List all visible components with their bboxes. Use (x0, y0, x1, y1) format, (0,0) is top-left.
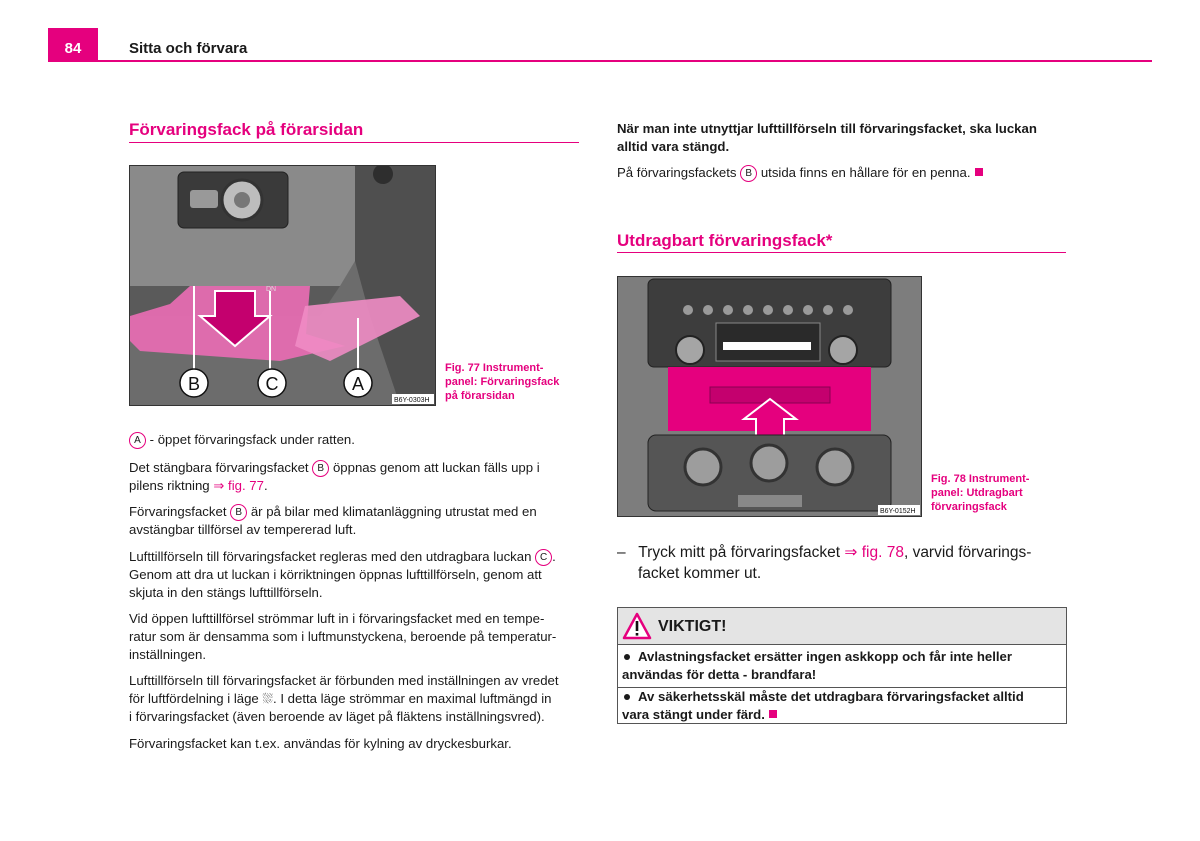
figure-77-code: B6Y-0303H (394, 397, 430, 404)
marker-b: B (230, 504, 247, 521)
section-title-pullout-compartment: Utdragbart förvaringsfack* (617, 231, 833, 250)
figure-77-label-b: B (187, 374, 201, 394)
caption-line: förvaringsfack (931, 501, 1007, 513)
paragraph-open-compartment (129, 431, 355, 449)
instruction-step (617, 542, 1031, 584)
paragraph-text: avstängbar tillförsel av tempererad luft. (129, 522, 357, 537)
paragraph-text: skjuta in den stängs lufttillförseln. (129, 585, 323, 600)
bullet-icon (624, 654, 630, 660)
intro-bold-note (617, 120, 1037, 156)
page-header-title: Sitta och förvara (129, 40, 248, 57)
section-rule (129, 142, 579, 143)
marker-a: A (129, 432, 146, 449)
caption-line: panel: Förvaringsfack (445, 376, 560, 388)
instruction-dash: – (617, 544, 626, 561)
center-console-illustration (618, 277, 921, 516)
figure-77-reference-link[interactable]: ⇒ fig. 77 (213, 478, 264, 493)
paragraph-text: Förvaringsfacket kan t.ex. användas för kylning av dryckesburkar. (129, 736, 512, 751)
paragraph-closable-compartment (129, 459, 540, 495)
paragraph-text: i förvaringsfacket (även beroende av läget på fläktens inställningsvred). (129, 709, 545, 724)
paragraph-text: - öppet förvaringsfack under ratten. (149, 432, 355, 447)
paragraph-text: ratur som är densamma som i luftmunstyckena, beroende på temperatur- (129, 629, 557, 644)
warning-text: Av säkerhetsskäl måste det utdragbara förvaringsfacket alltid (638, 689, 1024, 704)
paragraph-text: utsida finns en hållare för en penna. (760, 165, 971, 180)
page-number: 84 (64, 40, 82, 57)
warning-header (618, 608, 1066, 645)
paragraph-text: är på bilar med klimatanläggning utrustat med en (250, 504, 537, 519)
paragraph-cooling-cans (129, 735, 512, 753)
bullet-icon (624, 694, 630, 700)
paragraph-text: Vid öppen lufttillförsel strömmar luft in i förvaringsfacket med en tempe- (129, 611, 545, 626)
figure-78-caption (931, 472, 1029, 514)
paragraph-text: Det stängbara förvaringsfacket (129, 460, 309, 475)
paragraph-climate-supply (129, 503, 537, 539)
marker-b: B (312, 460, 329, 477)
paragraph-text: pilens riktning (129, 478, 210, 493)
figure-77-dial-label: DN (266, 286, 277, 293)
paragraph-air-supply-flap (129, 548, 556, 602)
paragraph-text: öppnas genom att luckan fälls upp i (332, 460, 540, 475)
caption-line: på förarsidan (445, 390, 515, 402)
warning-text: vara stängt under färd. (622, 707, 765, 722)
paragraph-text: . (263, 478, 268, 493)
paragraph-text: . (552, 549, 556, 564)
instruction-text: facket kommer ut. (638, 565, 762, 582)
section-rule (617, 252, 1066, 253)
caption-line: panel: Utdragbart (931, 487, 1023, 499)
figure-77-image (129, 165, 436, 406)
paragraph-text: Lufttillförseln till förvaringsfacket regleras med den utdragbara luckan (129, 549, 532, 564)
figure-78-code: B6Y-0152H (880, 508, 916, 515)
instruction-text: Tryck mitt på förvaringsfacket (638, 544, 841, 561)
figure-77-label-a: A (351, 374, 365, 394)
end-of-section-mark (975, 168, 983, 176)
marker-c: C (535, 549, 552, 566)
figure-78-image (617, 276, 922, 517)
paragraph-text: inställningen. (129, 647, 206, 662)
paragraph-text: alltid vara stängd. (617, 139, 730, 154)
dashboard-illustration (130, 166, 435, 405)
warning-triangle-icon (622, 612, 652, 640)
paragraph-text: Förvaringsfacket (129, 504, 227, 519)
warning-title: VIKTIGT! (658, 618, 727, 635)
warning-text: Avlastningsfacket ersätter ingen askkopp och får inte heller (638, 649, 1013, 664)
air-distribution-icon: ⛆ (262, 691, 273, 706)
paragraph-text: Genom att dra ut luckan i körriktningen öppnas lufttillförseln, genom att (129, 567, 542, 582)
warning-item-closed-while-driving (622, 688, 1024, 724)
warning-item-ashtray (622, 648, 1012, 684)
paragraph-text: för luftfördelning i läge (129, 691, 259, 706)
paragraph-text: När man inte utnyttjar lufttillförseln till förvaringsfacket, ska luckan (617, 121, 1037, 136)
paragraph-text: På förvaringsfackets (617, 165, 737, 180)
figure-78-reference-link[interactable]: ⇒ fig. 78 (844, 544, 904, 561)
header-rule (48, 60, 1152, 62)
section-title-driver-compartment: Förvaringsfack på förarsidan (129, 120, 364, 139)
paragraph-pen-holder (617, 164, 983, 182)
warning-box (617, 607, 1067, 724)
caption-line: Fig. 78 Instrument- (931, 473, 1030, 485)
paragraph-air-distribution (129, 672, 559, 726)
marker-b: B (740, 165, 757, 182)
end-of-section-mark (769, 710, 777, 718)
instruction-text: , varvid förvarings- (903, 544, 1032, 561)
warning-text: användas för detta - brandfara! (622, 667, 817, 682)
paragraph-text: Lufttillförseln till förvaringsfacket är förbunden med inställningen av vredet (129, 673, 559, 688)
figure-77-caption (445, 361, 559, 403)
paragraph-open-air-supply (129, 610, 556, 664)
paragraph-text: . I detta läge strömmar en maximal luftmängd in (273, 691, 552, 706)
caption-line: Fig. 77 Instrument- (445, 362, 544, 374)
figure-77-label-c: C (265, 374, 279, 394)
